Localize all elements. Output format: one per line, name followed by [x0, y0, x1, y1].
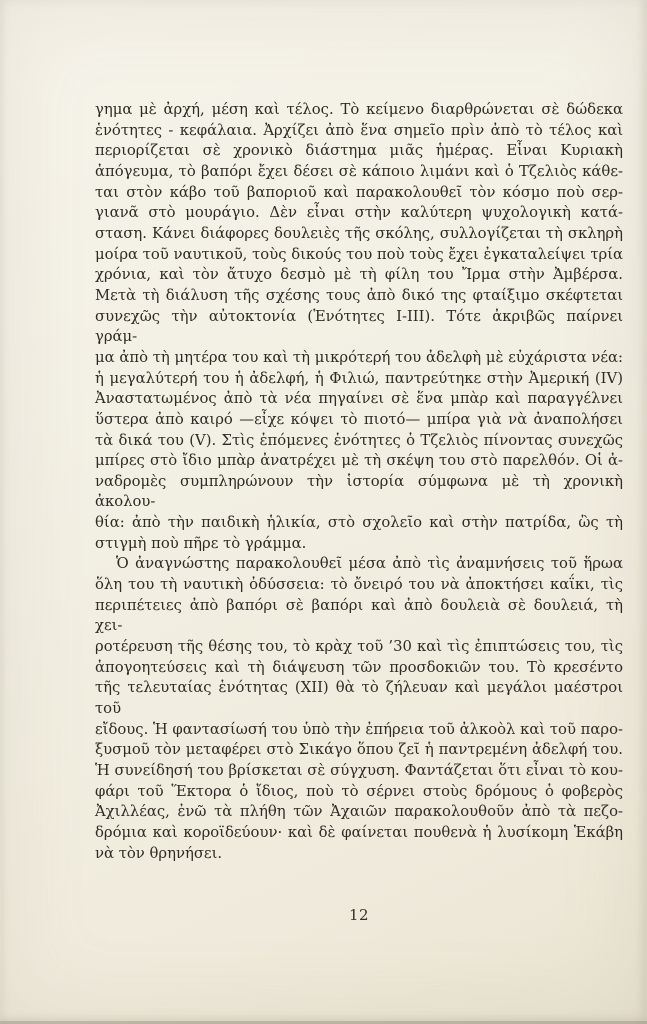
- text-line: στιγμὴ ποὺ πῆρε τὸ γράμμα.: [95, 534, 307, 552]
- text-line: ξυσμοῦ τὸν μεταφέρει στὸ Σικάγο ὅπου ζεῖ ἡ παντρεμένη ἀδελφή του.: [95, 741, 623, 759]
- text-line: Ἀναστατωμένος ἀπὸ τὰ νέα πηγαίνει σὲ ἕνα μπὰρ καὶ παραγγέλνει: [95, 390, 623, 408]
- text-line: νὰ τὸν θρηνήσει.: [95, 844, 223, 862]
- text-line: ἑνότητες - κεφάλαια. Ἀρχίζει ἀπὸ ἕνα σημεῖο πρὶν ἀπὸ τὸ τέλος καὶ: [95, 121, 623, 139]
- text-line: μπίρες στὸ ἴδιο μπὰρ ἀνατρέχει μὲ τὴ σκέψη του στὸ παρελθόν. Οἱ ἀ-: [95, 452, 623, 470]
- text-line: σταση. Κάνει διάφορες δουλειὲς τῆς σκόλης, συλλογίζεται τὴ σκληρὴ: [95, 224, 623, 242]
- text-line: ναδρομὲς συμπληρώνουν τὴν ἱστορία σύμφωνα μὲ τὴ χρονικὴ ἀκολου-: [95, 472, 623, 511]
- text-line: περιπέτειες ἀπὸ βαπόρι σὲ βαπόρι καὶ ἀπὸ δουλειὰ σὲ δουλειά, τὴ χει-: [95, 596, 623, 635]
- text-line: φάρι τοῦ Ἕκτορα ὁ ἴδιος, ποὺ τὸ σέρνει στοὺς δρόμους ὁ φοβερὸς: [95, 782, 623, 800]
- text-line: Ἀχιλλέας, ἐνῶ τὰ πλήθη τῶν Ἀχαιῶν παρακολουθοῦν ἀπὸ τὰ πεζο-: [95, 803, 623, 821]
- text-line: μοίρα τοῦ ναυτικοῦ, τοὺς δικούς του ποὺ τοὺς ἔχει ἐγκαταλείψει τρία: [95, 245, 623, 263]
- text-line: δρόμια καὶ κοροϊδεύουν· καὶ δὲ φαίνεται πουθενὰ ἡ λυσίκομη Ἑκάβη: [95, 823, 623, 841]
- page-number: 12: [348, 906, 370, 924]
- text-line: Μετὰ τὴ διάλυση τῆς σχέσης τους ἀπὸ δικό της φταίξιμο σκέφτεται: [95, 286, 623, 304]
- text-line: χρόνια, καὶ τὸν ἄτυχο δεσμὸ μὲ τὴ φίλη του Ἴρμα στὴν Ἀμβέρσα.: [95, 266, 623, 284]
- text-line: συνεχῶς τὴν αὐτοκτονία (Ἑνότητες I-III). Τότε ἀκριβῶς παίρνει γράμ-: [95, 307, 623, 346]
- text-line: ἀπόγευμα, τὸ βαπόρι ἔχει δέσει σὲ κάποιο λιμάνι καὶ ὁ Τζελιὸς κάθε-: [95, 162, 623, 180]
- text-line: Ὁ ἀναγνώστης παρακολουθεῖ μέσα ἀπὸ τὶς ἀναμνήσεις τοῦ ἥρωα: [116, 555, 623, 573]
- text-line: ἀπογοητεύσεις καὶ τὴ διάψευση τῶν προσδοκιῶν του. Τὸ κρεσέντο: [95, 658, 623, 676]
- text-line: περιορίζεται σὲ χρονικὸ διάστημα μιᾶς ἡμέρας. Εἶναι Κυριακὴ: [95, 142, 623, 160]
- text-line: ὅλη του τὴ ναυτικὴ ὀδύσσεια: τὸ ὄνειρό του νὰ ἀποκτήσει καΐκι, τὶς: [95, 576, 623, 594]
- text-line: ἡ μεγαλύτερή του ἡ ἀδελφή, ἡ Φιλιώ, παντρεύτηκε στὴν Ἀμερική (IV): [95, 369, 623, 387]
- text-line: τῆς τελευταίας ἑνότητας (XII) θὰ τὸ ζήλευαν καὶ μεγάλοι μαέστροι τοῦ: [95, 679, 623, 718]
- text-line: ται στὸν κάβο τοῦ βαποριοῦ καὶ παρακολουθεῖ τὸν κόσμο ποὺ σερ-: [95, 183, 623, 201]
- text-line: γημα μὲ ἀρχή, μέση καὶ τέλος. Τὸ κείμενο διαρθρώνεται σὲ δώδεκα: [95, 101, 623, 118]
- text-line: Ἡ συνείδησή του βρίσκεται σὲ σύγχυση. Φαντάζεται ὅτι εἶναι τὸ κου-: [95, 762, 623, 779]
- text-line: γιανᾶ στὸ μουράγιο. Δὲν εἶναι στὴν καλύτερη ψυχολογικὴ κατά-: [95, 204, 623, 222]
- paragraph: [95, 100, 623, 554]
- text-line: ροτέρευση τῆς θέσης του, τὸ κρὰχ τοῦ ’30 καὶ τὶς ἐπιπτώσεις του, τὶς: [95, 638, 623, 656]
- text-line: εἴδους. Ἡ φαντασίωσή του ὑπὸ τὴν ἐπήρεια τοῦ ἀλκοὸλ καὶ τοῦ παρο-: [95, 720, 623, 738]
- text-line: ὕστερα ἀπὸ καιρό —εἶχε κόψει τὸ πιοτό— μπίρα γιὰ νὰ ἀναπολήσει: [95, 410, 623, 428]
- text-line: μα ἀπὸ τὴ μητέρα του καὶ τὴ μικρότερή του ἀδελφὴ μὲ εὐχάριστα νέα:: [95, 348, 623, 366]
- text-block: [95, 100, 623, 864]
- text-line: θία: ἀπὸ τὴν παιδικὴ ἡλικία, στὸ σχολεῖο καὶ στὴν πατρίδα, ὣς τὴ: [95, 514, 623, 532]
- text-line: τὰ δικά του (V). Στὶς ἑπόμενες ἑνότητες ὁ Τζελιὸς πίνοντας συνεχῶς: [95, 431, 623, 449]
- paragraph: [95, 554, 623, 864]
